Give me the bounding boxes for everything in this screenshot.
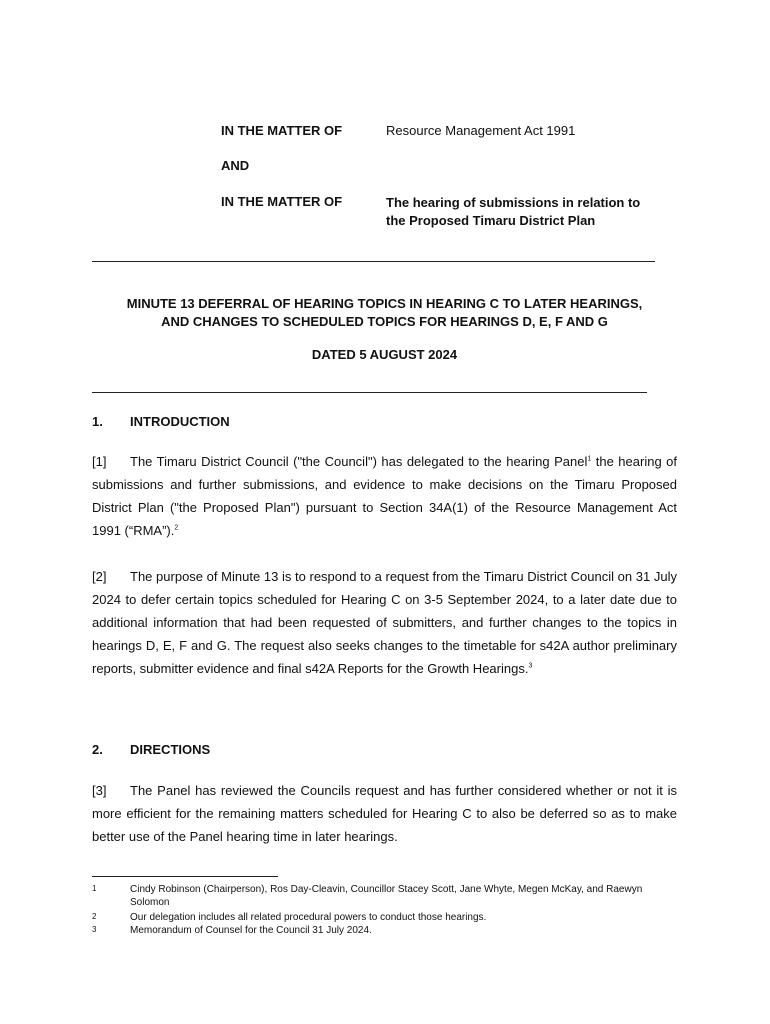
paragraph-1-text-a: The Timaru District Council ("the Council") has delegated to the hearing Panel <box>130 454 588 469</box>
minute-title-line2: AND CHANGES TO SCHEDULED TOPICS FOR HEARINGS D, E, F AND G <box>161 314 608 329</box>
footnote-ref-3[interactable]: 3 <box>528 662 533 670</box>
paragraph-2-text: The purpose of Minute 13 is to respond to a request from the Timaru District Council on 31 July 2024 to defer certain topics scheduled for Hearing C on 3-5 September 2024, to a later date due to additional information that had been requested of submitters, and further changes to the topics in hearings D, E, F and G. The request also seeks changes to the timetable for s42A author preliminary reports, submitter evidence and final s42A Reports for the Growth Hearings. <box>92 569 677 676</box>
paragraph-3-number: [3] <box>92 783 107 798</box>
paragraph-2-number: [2] <box>92 569 107 584</box>
paragraph-3-text: The Panel has reviewed the Councils request and has further considered whether or not it is more efficient for the remaining matters scheduled for Hearing C to also be deferred so as to make better use of the Panel hearing time in later hearings. <box>92 783 677 844</box>
footnote-1-text: Cindy Robinson (Chairperson), Ros Day-Cleavin, Councillor Stacey Scott, Jane Whyte, Megen McKay, and Raewyn Solomon <box>130 884 643 908</box>
matter-label-1: IN THE MATTER OF <box>221 123 343 138</box>
divider-bottom <box>92 392 647 393</box>
paragraph-1-text-b: the hearing of submissions and further submissions, and evidence to make decisions on the Timaru Proposed District Plan ("the Proposed Plan") pursuant to Section 34A(1) of the Resource Management Act 1991 (“RMA”). <box>92 454 677 538</box>
footnote-3-number: 3 <box>92 925 97 934</box>
paragraph-3 <box>92 779 677 848</box>
minute-date: DATED 5 AUGUST 2024 <box>311 347 458 362</box>
footnote-2-text: Our delegation includes all related procedural powers to conduct those hearings. <box>130 912 487 923</box>
divider-top <box>92 261 655 262</box>
footnote-2 <box>92 911 677 924</box>
footnote-divider <box>92 876 278 877</box>
matter-value-2 <box>386 194 640 230</box>
section-1-title: INTRODUCTION <box>130 414 230 429</box>
and-label: AND <box>221 158 250 173</box>
matter-value-1: Resource Management Act 1991 <box>386 123 576 138</box>
matter-label-2: IN THE MATTER OF <box>221 194 343 209</box>
paragraph-1 <box>92 450 677 542</box>
footnote-ref-2[interactable]: 2 <box>174 524 179 532</box>
footnote-1 <box>92 883 677 909</box>
footnote-ref-1[interactable]: 1 <box>587 455 592 463</box>
matter-value-2-line2: the Proposed Timaru District Plan <box>386 213 596 228</box>
section-2-number: 2. <box>92 742 103 757</box>
matter-value-2-line1: The hearing of submissions in relation to <box>386 195 641 210</box>
minute-title <box>92 295 677 331</box>
footnote-3 <box>92 924 677 937</box>
section-1-number: 1. <box>92 414 103 429</box>
footnote-1-number: 1 <box>92 884 97 893</box>
footnote-3-text: Memorandum of Counsel for the Council 31 July 2024. <box>130 925 372 936</box>
paragraph-2 <box>92 565 677 680</box>
footnote-2-number: 2 <box>92 912 97 921</box>
section-2-title: DIRECTIONS <box>130 742 211 757</box>
minute-title-line1: MINUTE 13 DEFERRAL OF HEARING TOPICS IN HEARING C TO LATER HEARINGS, <box>126 296 643 311</box>
paragraph-1-number: [1] <box>92 454 107 469</box>
